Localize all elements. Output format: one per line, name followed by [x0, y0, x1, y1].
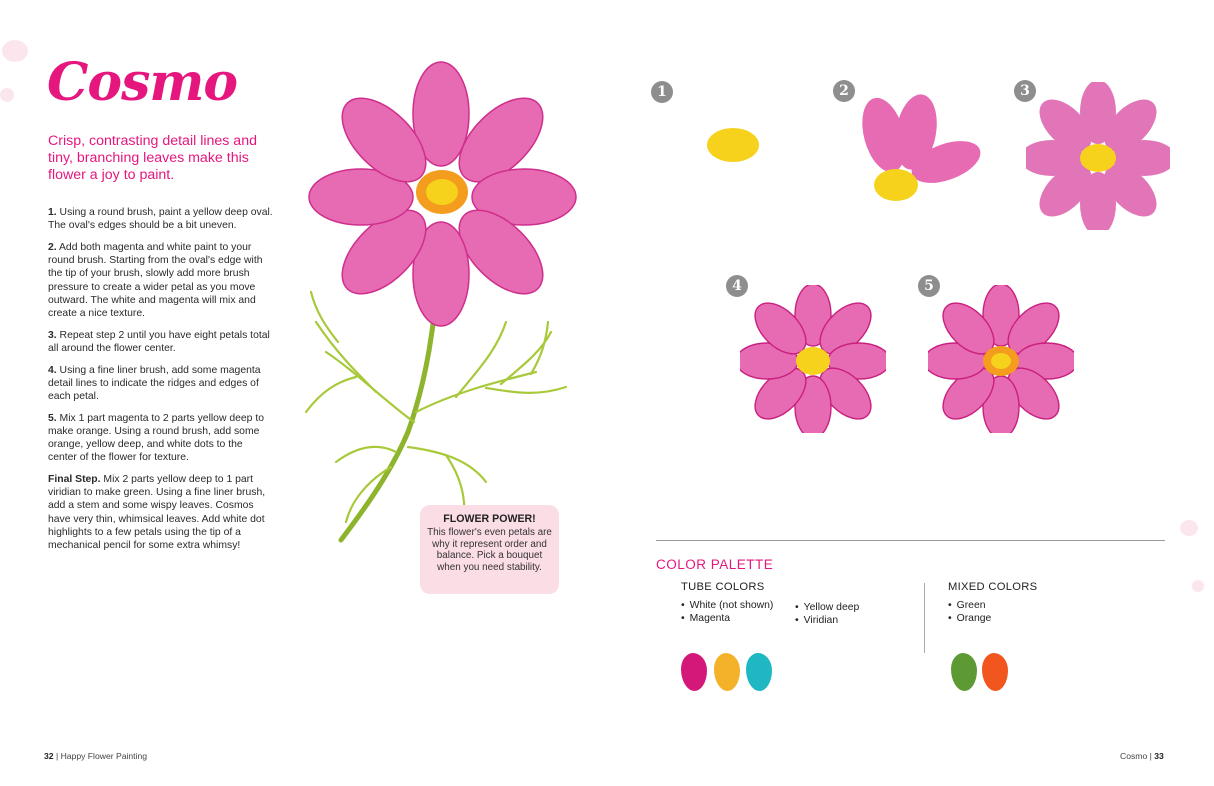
list-item: • Magenta: [681, 612, 773, 625]
step-paragraph: 2. Add both magenta and white paint to your round brush. Starting from the oval's edge with the tip of your brush, slowly add more brush pressure to create a wider petal as you move outward. The white and magenta will mix and create a nice texture.: [48, 241, 263, 319]
step-number-badge: 4: [726, 275, 748, 297]
page-number-right: 33: [1154, 751, 1164, 761]
list-item: • Yellow deep: [795, 601, 859, 614]
step-1-yellow-oval: [700, 122, 766, 166]
step-paragraph: 1. Using a round brush, paint a yellow deep oval. The oval's edges should be a bit uneven.: [48, 207, 273, 232]
flower-power-tip: [420, 505, 559, 594]
cosmo-flower-illustration: [296, 52, 586, 544]
step-paragraph: 4. Using a fine liner brush, add some magenta detail lines to indicate the ridges and edges of each petal.: [48, 364, 261, 402]
footer-right: Cosmo | 33: [1120, 751, 1164, 761]
step-paragraph: 5. Mix 1 part magenta to 2 parts yellow deep to make orange. Using a round brush, add some orange, yellow deep, and white dots to the center of the flower for texture.: [48, 412, 265, 464]
mixed-colors-list: [948, 599, 991, 625]
footer-left: 32 | Happy Flower Painting: [44, 751, 148, 761]
mixed-colors-heading: MIXED COLORS: [948, 581, 1038, 593]
chapter-title: Cosmo: [1120, 751, 1148, 761]
book-title: Happy Flower Painting: [60, 751, 148, 761]
paint-splash: [2, 40, 28, 62]
list-item: • Green: [948, 599, 991, 612]
step-paragraph: Final Step. Mix 2 parts yellow deep to 1 part viridian to make green. Using a fine liner brush, add a stem and some wispy leaves. Cosmos have very thin, whimsical leaves. Add white dot highlights to a few petals using the tip of a mechanical pencil for some extra whimsy!: [48, 473, 266, 551]
page-number-left: 32: [44, 751, 54, 761]
step-number-badge: 2: [833, 80, 855, 102]
tip-body: This flower's even petals are why it represent order and balance. Pick a bouquet when you need stability.: [427, 527, 552, 573]
tube-colors-list-right: [795, 601, 859, 627]
step-number-badge: 5: [918, 275, 940, 297]
swatch-orange: [982, 653, 1008, 691]
step-5-textured-center: [928, 285, 1074, 433]
step-3-eight-petals: [1026, 82, 1170, 230]
instruction-steps: [48, 206, 274, 561]
swatch-viridian: [746, 653, 772, 691]
paint-splash: [1180, 520, 1198, 536]
step-number-badge: 1: [651, 81, 673, 103]
swatch-magenta: [681, 653, 707, 691]
swatch-yellow-deep: [714, 653, 740, 691]
step-4-detail-lines: [740, 285, 886, 433]
palette-separator: [924, 583, 925, 653]
step-paragraph: 3. Repeat step 2 until you have eight petals total all around the flower center.: [48, 329, 270, 354]
list-item: • Viridian: [795, 614, 859, 627]
page-subtitle: Crisp, contrasting detail lines and tiny, branching leaves make this flower a joy to paint.: [48, 133, 257, 183]
list-item: • White (not shown): [681, 599, 773, 612]
section-divider: [656, 540, 1165, 541]
page-title: Cosmo: [47, 52, 238, 113]
swatch-green: [951, 653, 977, 691]
color-palette-heading: COLOR PALETTE: [656, 557, 774, 572]
list-item: • Orange: [948, 612, 991, 625]
paint-splash: [1192, 580, 1204, 592]
tip-heading: FLOWER POWER!: [443, 513, 536, 525]
tube-colors-heading: TUBE COLORS: [681, 581, 765, 593]
step-number-badge: 3: [1014, 80, 1036, 102]
tube-colors-list-left: [681, 599, 773, 625]
paint-splash: [0, 88, 14, 102]
step-2-two-petals: [856, 90, 986, 210]
